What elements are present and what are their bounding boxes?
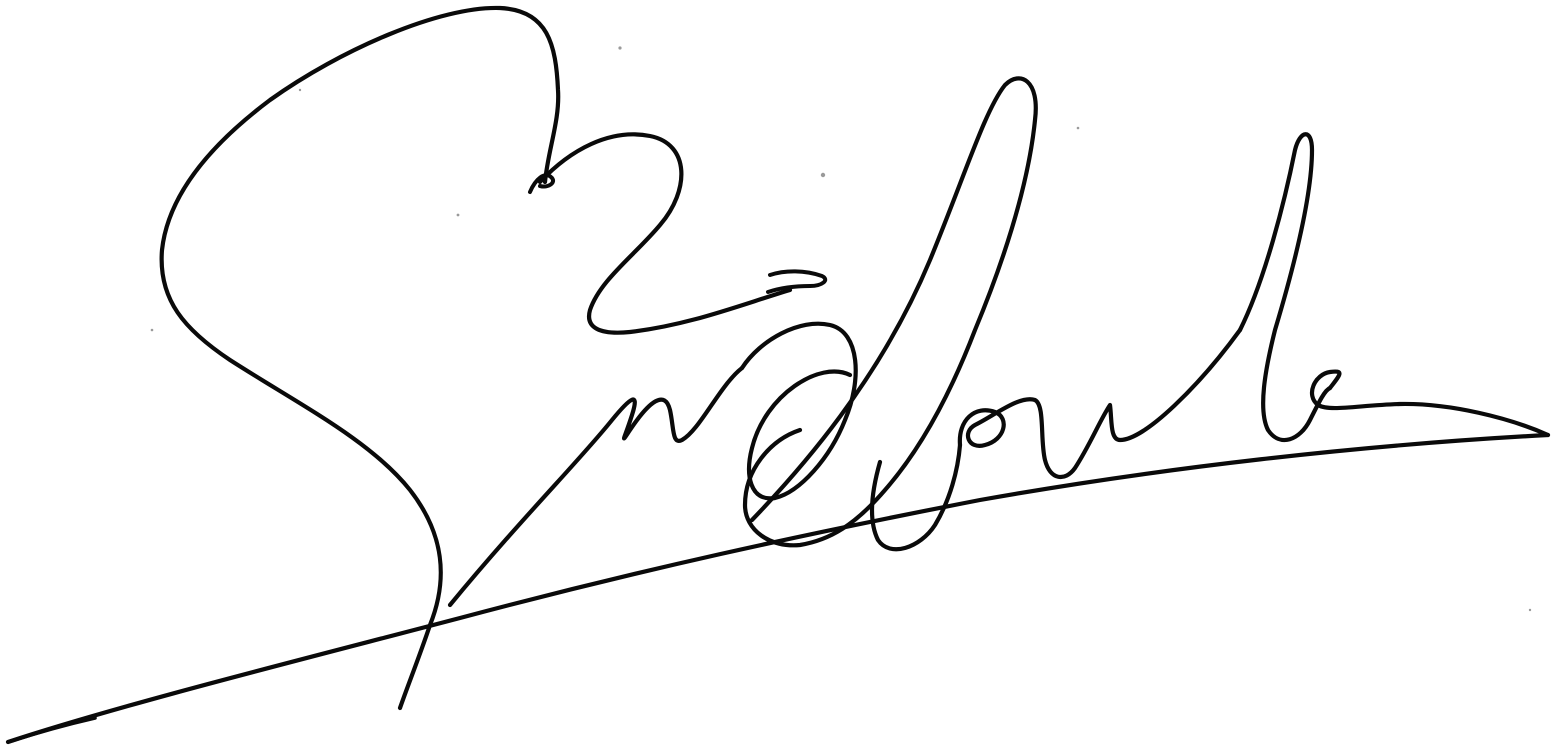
signature-underline-tail xyxy=(8,718,95,742)
paper-speck xyxy=(821,173,825,177)
signature-small-dash xyxy=(768,271,825,292)
paper-speck xyxy=(457,214,460,217)
signature-m-connector xyxy=(450,368,742,605)
signature-tall-loop xyxy=(745,78,1036,545)
signature-middle-letters xyxy=(960,330,1240,477)
signature-underline-flourish xyxy=(8,435,1548,742)
signature-o-loop xyxy=(742,324,856,499)
paper-speck xyxy=(151,329,154,332)
paper-speck xyxy=(1077,127,1080,130)
signature-final-tall-letter xyxy=(1240,134,1330,440)
signature-second-lobe xyxy=(540,134,790,332)
signature-end-loop xyxy=(1312,372,1548,435)
signature-bottom-loop xyxy=(872,445,960,549)
paper-speck xyxy=(299,89,301,91)
signature-initial-loop xyxy=(162,8,559,708)
paper-speck xyxy=(1529,609,1531,611)
paper-speck xyxy=(618,46,621,49)
